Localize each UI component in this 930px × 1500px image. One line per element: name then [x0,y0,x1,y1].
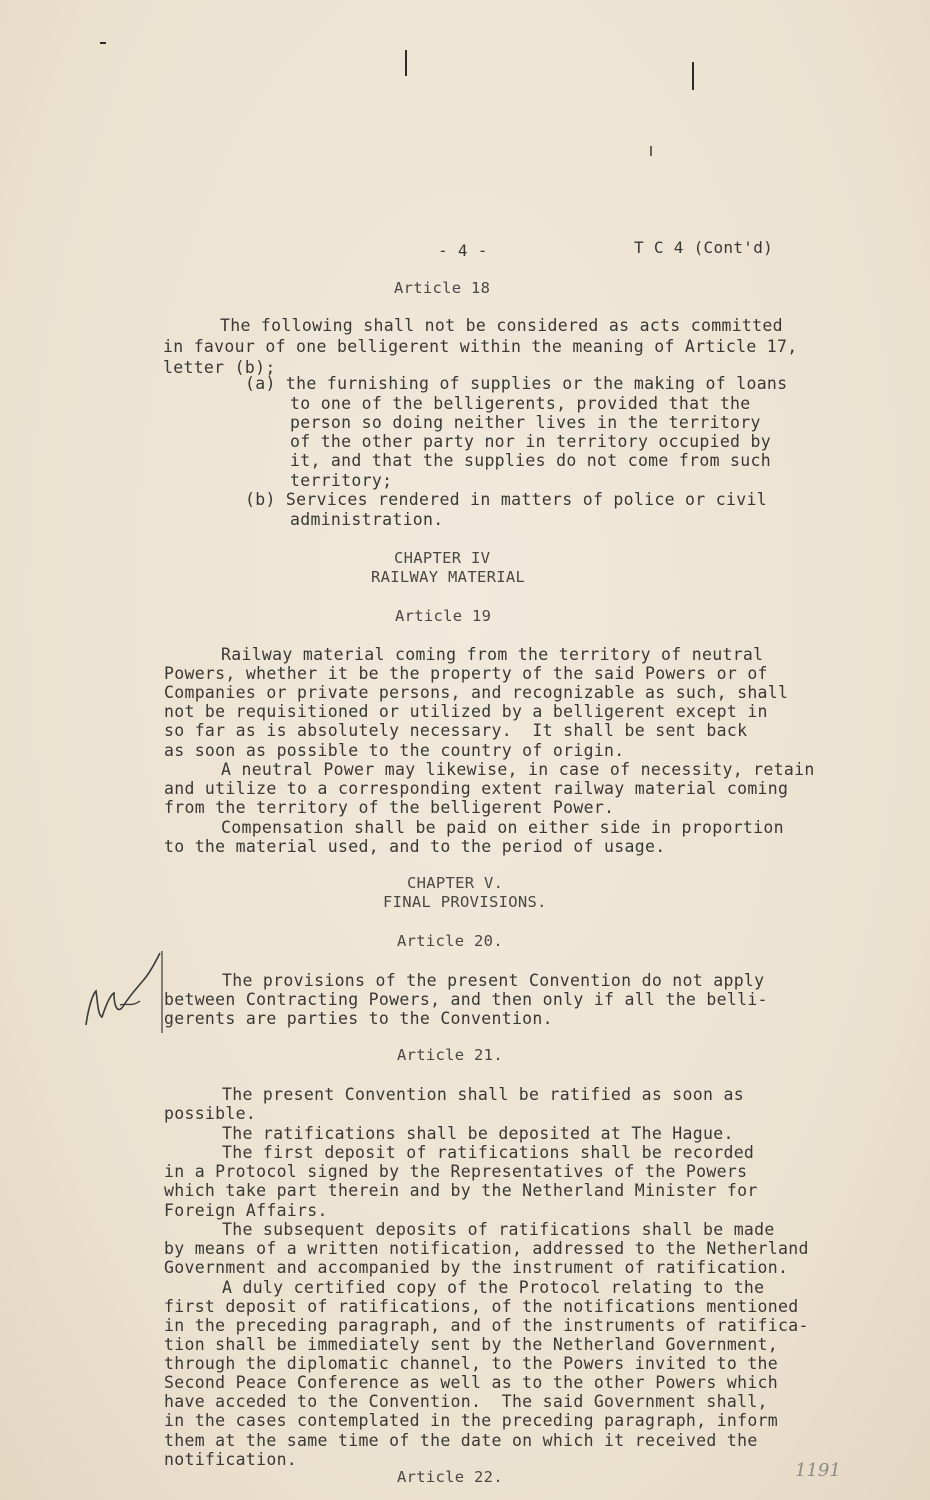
article-21-text: The subsequent deposits of ratifications shall be made [222,1220,775,1239]
article-21-text: in a Protocol signed by the Representatives of the Powers [164,1162,748,1181]
chapter-4-subtitle: RAILWAY MATERIAL [371,568,526,586]
article-21-text: The first deposit of ratifications shall be recorded [222,1143,755,1162]
margin-page-note: 1191 [795,1460,841,1481]
article-19-title: Article 19 [395,607,492,625]
article-21-text: by means of a written notification, addressed to the Netherland [164,1239,809,1258]
article-18-title: Article 18 [394,279,491,297]
article-20-text: The provisions of the present Convention do not apply [222,971,765,990]
article-22-title: Article 22. [397,1468,503,1486]
chapter-5-title: CHAPTER V. [407,874,504,892]
article-20-text: between Contracting Powers, and then only if all the belli- [164,990,768,1009]
article-18-item-a: it, and that the supplies do not come from such [290,451,771,470]
article-18-item-a: person so doing neither lives in the territory [290,413,761,432]
article-19-text: Companies or private persons, and recognizable as such, shall [164,683,789,702]
article-21-text: notification. [164,1450,298,1469]
chapter-4-title: CHAPTER IV [394,549,491,567]
article-18-item-a: to one of the belligerents, provided that the [290,394,751,413]
article-19-text: Powers, whether it be the property of the said Powers or of [164,664,768,683]
document-reference: T C 4 (Cont'd) [634,238,774,257]
article-18-text: letter (b); [163,358,276,377]
article-19-text: as soon as possible to the country of origin. [164,741,625,760]
article-18-text: The following shall not be considered as acts committed [220,316,783,335]
article-21-text: which take part therein and by the Netherland Minister for [164,1181,758,1200]
article-19-text: A neutral Power may likewise, in case of necessity, retain [221,760,815,779]
speck-mark [650,146,652,156]
article-18-item-b: (b) Services rendered in matters of police or civil [245,490,767,509]
article-18-item-a: (a) the furnishing of supplies or the making of loans [245,374,788,393]
article-19-text: Compensation shall be paid on either side in proportion [221,818,784,837]
article-21-text: them at the same time of the date on which it received the [164,1431,758,1450]
article-21-text: The ratifications shall be deposited at The Hague. [222,1124,734,1143]
article-21-text: have acceded to the Convention. The said Government shall, [164,1392,768,1411]
article-19-text: not be requisitioned or utilized by a belligerent except in [164,702,768,721]
article-21-text: Second Peace Conference as well as to the other Powers which [164,1373,779,1392]
binding-mark-right [692,62,694,90]
article-21-text: Foreign Affairs. [164,1201,328,1220]
article-21-text: Government and accompanied by the instrument of ratification. [164,1258,789,1277]
article-21-text: in the preceding paragraph, and of the instruments of ratifica- [164,1316,809,1335]
binding-mark-left [405,50,407,76]
article-19-text: so far as is absolutely necessary. It shall be sent back [164,721,748,740]
article-21-text: tion shall be immediately sent by the Netherland Government, [164,1335,779,1354]
article-19-text: and utilize to a corresponding extent railway material coming [164,779,789,798]
article-20-title: Article 20. [397,932,503,950]
article-21-text: in the cases contemplated in the preceding paragraph, inform [164,1411,779,1430]
handwritten-initials [80,945,170,1035]
article-18-text: in favour of one belligerent within the meaning of Article 17, [163,337,798,356]
article-18-item-a: of the other party nor in territory occupied by [290,432,771,451]
article-21-text: A duly certified copy of the Protocol relating to the [222,1278,765,1297]
article-21-text: possible. [164,1104,257,1123]
page-number: - 4 - [438,241,488,260]
speck-mark [100,42,106,44]
article-18-item-a: territory; [290,471,393,490]
article-19-text: from the territory of the belligerent Power. [164,798,615,817]
article-21-text: The present Convention shall be ratified as soon as [222,1085,744,1104]
chapter-5-subtitle: FINAL PROVISIONS. [383,893,547,911]
article-19-text: Railway material coming from the territory of neutral [221,645,764,664]
article-21-text: first deposit of ratifications, of the notifications mentioned [164,1297,799,1316]
article-21-text: through the diplomatic channel, to the Powers invited to the [164,1354,779,1373]
article-20-text: gerents are parties to the Convention. [164,1009,553,1028]
article-18-item-b: administration. [290,510,444,529]
article-19-text: to the material used, and to the period of usage. [164,837,666,856]
article-21-title: Article 21. [397,1046,503,1064]
